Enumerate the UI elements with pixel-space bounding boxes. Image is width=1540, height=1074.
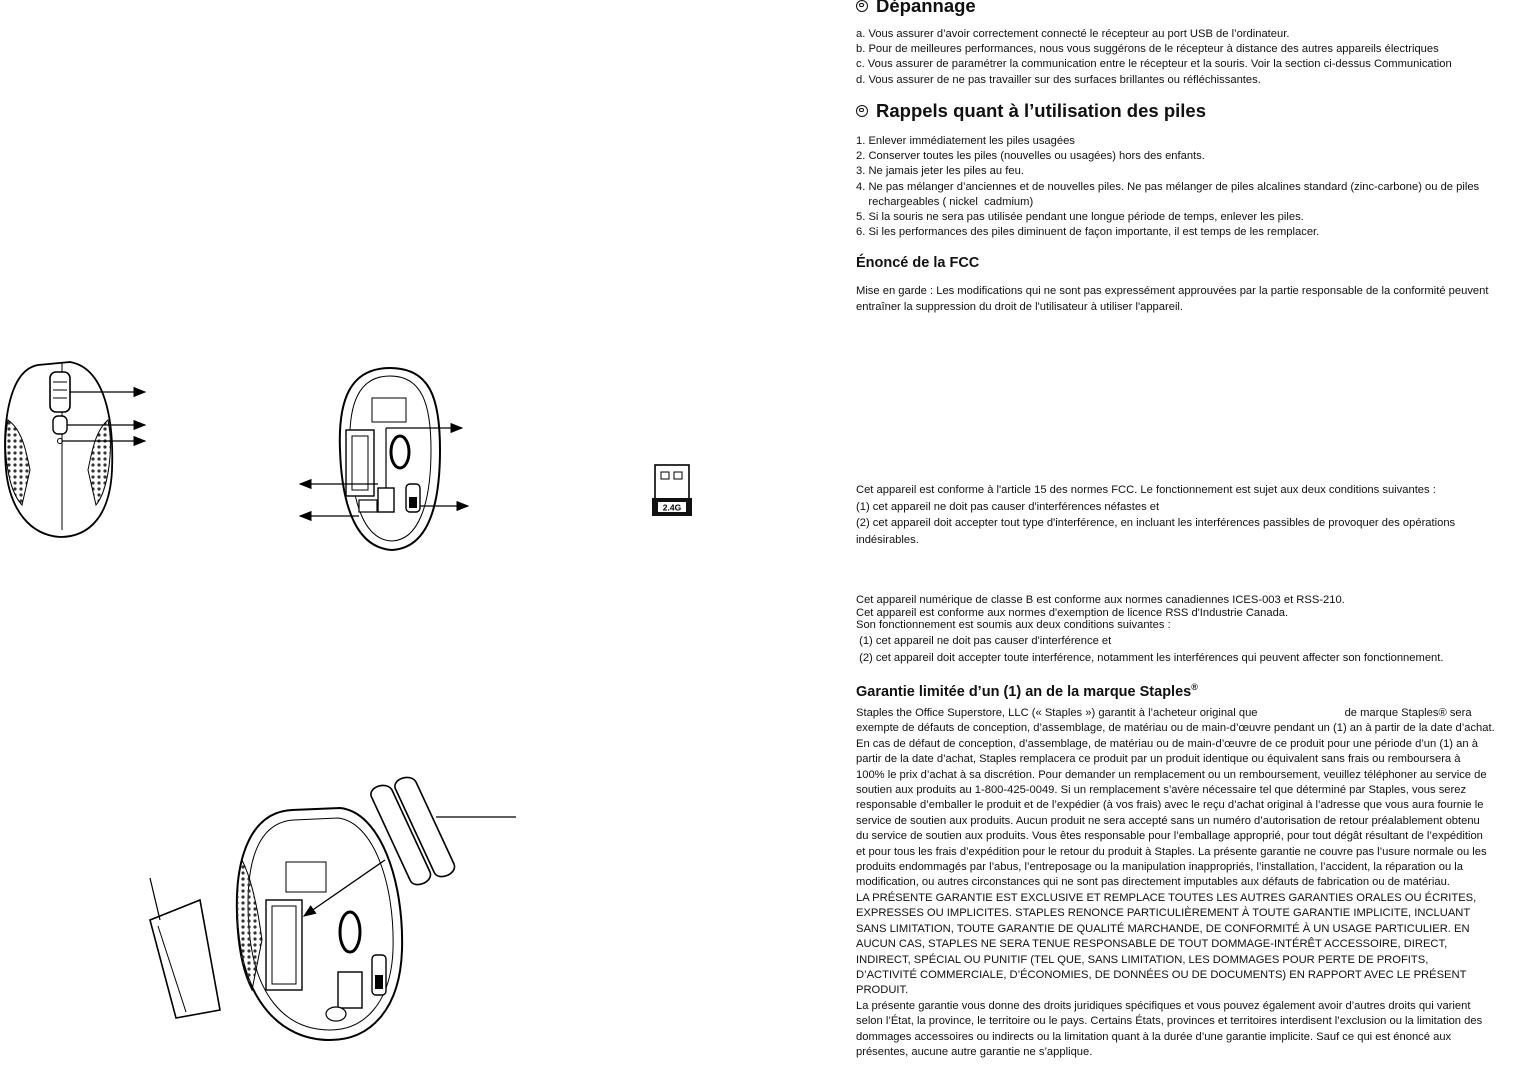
troubleshooting-item: d. Vous assurer de ne pas travailler sur des surfaces brillantes ou réfléchissantes. <box>856 73 1261 86</box>
warranty-line: En cas de défaut de conception, d’assemblage, de matériau ou de main-d’œuvre de ce produit pour une période d’un (1) an à <box>856 737 1478 750</box>
canada-statement <box>856 594 1536 632</box>
warranty-line: responsable d’emballer le produit et de l’expédier (à vos frais) avec le reçu d’achat original à l’adresse que vous aura fournie le <box>856 799 1484 812</box>
mouse-bottom-view-diagram <box>300 368 468 550</box>
warranty-line: du service de soutien aux produits. Vous êtes responsable pour l’emballage approprié, pour tout dégât résultant de l’expédition <box>856 830 1483 843</box>
warranty-line: partir de la date d’achat, Staples remplacera ce produit par un produit identique ou équivalent sans frais ou remboursera à <box>856 753 1461 766</box>
troubleshooting-item: a. Vous assurer d’avoir correctement connecté le récepteur au port USB de l’ordinateur. <box>856 28 1290 40</box>
warranty-line: selon l’État, la province, le territoire ou le pays. Certains États, provinces et territoires interdisent l’exclusion ou la limitation des <box>856 1015 1483 1028</box>
warranty-line: service de soutien aux produits. Aucun produit ne sera accepté sans un numéro d’autorisation de retour préalablement obtenu <box>856 814 1480 827</box>
troubleshooting-list <box>856 27 1536 88</box>
fcc-caution-line: entraîner la suppression du droit de l'utilisateur à utiliser l'appareil. <box>856 301 1184 313</box>
warranty-line: présentes, aucune autre garantie ne s’applique. <box>856 1045 1093 1058</box>
warranty-line: exempte de défauts de conception, d’assemblage, de matériau ou de main-d’œuvre pendant un (1) an à partir de la date d’achat. <box>856 722 1495 735</box>
battery-list <box>856 134 1536 240</box>
warranty-line: AUCUN CAS, STAPLES NE SERA TENUE RESPONSABLE DE TOUT DOMMAGE-INTÉRÊT ACCESSOIRE, DIRECT, <box>856 938 1448 951</box>
troubleshooting-heading <box>856 0 976 16</box>
warranty-line: dommages accessoires ou indirects ou la limitation quant à la durée d’une garantie implicite. Sauf ce qui est énoncé aux <box>856 1030 1452 1043</box>
battery-item: 6. Si les performances des piles diminuent de façon importante, il est temps de les remplacer. <box>856 226 1320 239</box>
warranty-line: et pour tous les frais d’expédition pour le retour du produit à Staples. La présente garantie ne couvre pas l’usure normale ou les <box>856 845 1487 858</box>
warranty-line: Staples the Office Superstore, LLC (« Staples ») garantit à l’acheteur original que de marque Staples® sera <box>856 707 1472 719</box>
battery-heading <box>856 100 1206 121</box>
fcc-compliance-line: indésirables. <box>856 533 919 546</box>
canada-line: (1) cet appareil ne doit pas causer d'interférence et <box>856 635 1112 647</box>
canada-line: (2) cet appareil doit accepter toute interférence, notamment les interférences qui peuvent affecter son fonctionnement. <box>856 652 1444 664</box>
warranty-line: modification, ou autres circonstances qui ne sont pas directement imputables aux défauts de fabrication ou de matériau. <box>856 876 1450 889</box>
usb-receiver-diagram <box>652 465 692 516</box>
warranty-line: INDIRECT, SPÉCIAL OU PUNITIF (TEL QUE, SANS LIMITATION, LES DOMMAGES POUR PERTE DE PROFITS, <box>856 953 1429 966</box>
battery-installation-diagram <box>150 777 516 1040</box>
ring-bullet-icon <box>856 0 868 12</box>
registered-mark: ® <box>1191 682 1198 692</box>
ring-bullet-icon <box>856 105 868 117</box>
battery-item: rechargeables ( nickel cadmium) <box>856 195 1034 208</box>
battery-item: 3. Ne jamais jeter les piles au feu. <box>856 165 1024 178</box>
fcc-compliance-line: (2) cet appareil doit accepter tout type d'interférence, en incluant les interférences passibles de provoquer des opérations <box>856 517 1456 529</box>
battery-item: 2. Conserver toutes les piles (nouvelles ou usagées) hors des enfants. <box>856 150 1205 163</box>
warranty-line: PRODUIT. <box>856 984 909 997</box>
fcc-caution-line: Mise en garde : Les modifications qui ne sont pas expressément approuvées par la partie responsable de la conformité peuvent <box>856 285 1489 297</box>
warranty-heading <box>856 680 1198 700</box>
warranty-line: produits endommagés par l’abus, l’entreposage ou la manipulation inappropriés, l’installation, l’accident, la réparation ou la <box>856 861 1463 874</box>
fcc-caution <box>856 283 1536 315</box>
warranty-title: Garantie limitée d’un (1) an de la marque Staples <box>856 683 1192 700</box>
receiver-label: 2.4G <box>662 502 682 513</box>
troubleshooting-item: c. Vous assurer de paramétrer la communication entre le récepteur et la souris. Voir la section ci-dessus Communication <box>856 58 1452 71</box>
battery-item: 1. Enlever immédiatement les piles usagées <box>856 135 1075 147</box>
fcc-compliance-line: Cet appareil est conforme à l'article 15 des normes FCC. Le fonctionnement est sujet aux deux conditions suivantes : <box>856 484 1436 496</box>
battery-item: 4. Ne pas mélanger d’anciennes et de nouvelles piles. Ne pas mélanger de piles alcalines standard (zinc-carbone) ou de piles <box>856 180 1480 193</box>
canada-conditions <box>856 633 1536 667</box>
warranty-body <box>856 706 1536 1060</box>
canada-line: Cet appareil est conforme aux normes d'exemption de licence RSS d'Industrie Canada. <box>856 606 1289 619</box>
warranty-line: D’ACTIVITÉ COMMERCIALE, D’ÉCONOMIES, DE DONNÉES OU DE DOCUMENTS) EN RAPPORT AVEC LE PRÉSENT <box>856 968 1467 981</box>
troubleshooting-title: Dépannage <box>876 0 976 16</box>
canada-line: Son fonctionnement est soumis aux deux conditions suivantes : <box>856 619 1171 631</box>
troubleshooting-item: b. Pour de meilleures performances, nous vous suggérons de le récepteur à distance des autres appareils électriques <box>856 43 1439 56</box>
fcc-compliance-line: (1) cet appareil ne doit pas causer d'interférences néfastes et <box>856 500 1160 513</box>
warranty-line: LA PRÉSENTE GARANTIE EST EXCLUSIVE ET REMPLACE TOUTES LES AUTRES GARANTIES ORALES OU ÉCRITES, <box>856 891 1477 904</box>
canada-line: Cet appareil numérique de classe B est conforme aux normes canadiennes ICES-003 et RSS-210. <box>856 594 1345 606</box>
warranty-line: EXPRESSES OU IMPLICITES. STAPLES RENONCE PARTICULIÈREMENT À TOUTE GARANTIE IMPLICITE, INCLUANT <box>856 907 1471 920</box>
battery-item: 5. Si la souris ne sera pas utilisée pendant une longue période de temps, enlever les piles. <box>856 211 1304 224</box>
warranty-line: SANS LIMITATION, TOUTE GARANTIE DE QUALITÉ MARCHANDE, DE CONFORMITÉ À UN USAGE PARTICULIER. EN <box>856 922 1470 935</box>
warranty-line: soutien aux produits au 1-800-425-0049. Si un remplacement s’avère nécessaire tel que déterminé par Staples, vous serez <box>856 784 1467 797</box>
warranty-line: 100% le prix d’achat à sa discrétion. Pour demander un remplacement ou un remboursement, veuillez téléphoner au service de <box>856 768 1487 781</box>
battery-title: Rappels quant à l’utilisation des piles <box>876 100 1206 121</box>
warranty-line: La présente garantie vous donne des droits juridiques spécifiques et vous pouvez également avoir d’autres droits qui varient <box>856 999 1471 1012</box>
mouse-top-view-diagram <box>5 362 145 537</box>
fcc-title: Énoncé de la FCC <box>856 255 980 271</box>
fcc-compliance <box>856 482 1536 548</box>
